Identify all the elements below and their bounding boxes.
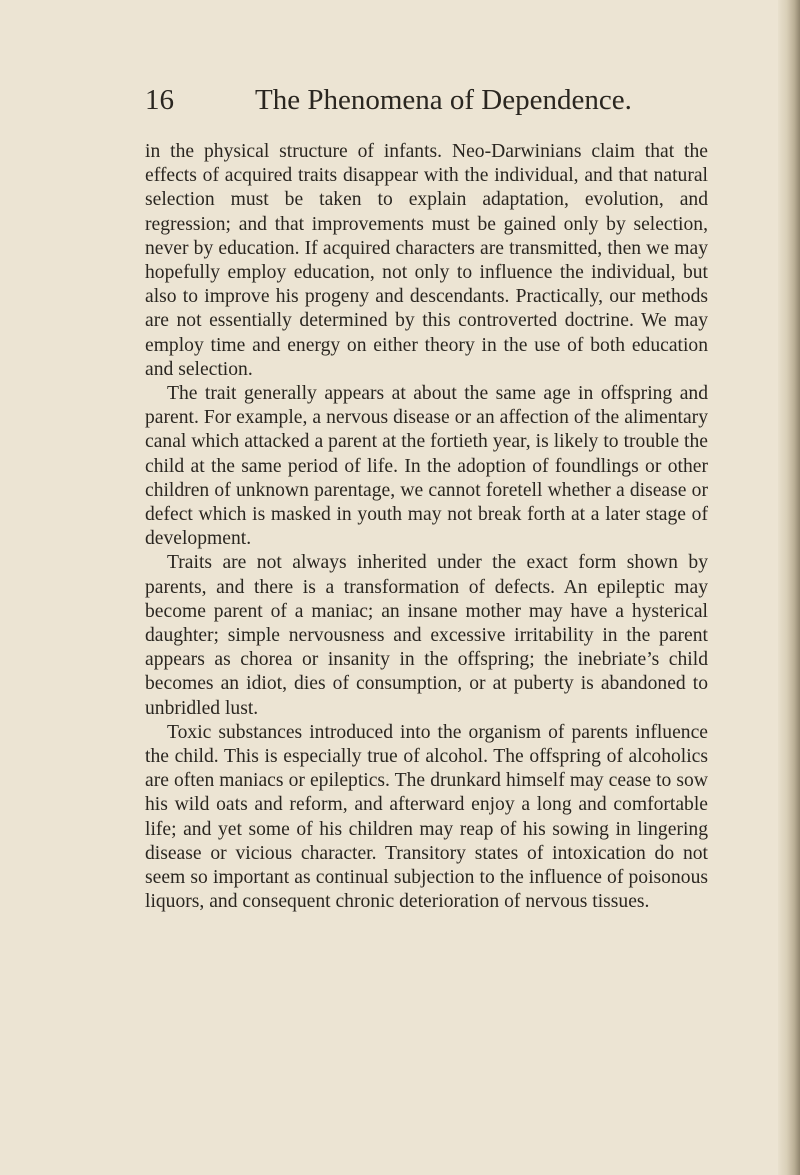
page-edge-shadow	[778, 0, 800, 1175]
running-head	[145, 84, 705, 124]
paragraph-3: Traits are not always inherited under the exact form shown by parents, and there is a transformation of defects. An epileptic may become parent of a maniac; an insane mother may have a hysterical daughter; simple nervousness and excessive irritability in the parent appears as chorea or insanity in the offspring; the inebriate’s child becomes an idiot, dies of consumption, or at puberty is abandoned to unbridled lust.	[145, 552, 708, 719]
page-number: 16	[145, 84, 174, 116]
paragraph-1: in the physical structure of infants. Neo-Darwinians claim that the effects of acquired traits disappear with the individual, and that natural selection must be taken to explain adaptation, evolution, and regression; and that improvements must be gained only by selection, never by education. If acquired characters are transmitted, then we may hopefully employ education, not only to influence the individual, but also to improve his progeny and descendants. Practically, our methods are not essentially determined by this controverted doctrine. We may employ time and energy on either theory in the use of both education and selection.	[145, 141, 708, 380]
body-text	[145, 140, 708, 915]
paragraph-2: The trait generally appears at about the same age in offspring and parent. For example, a nervous disease or an affection of the alimentary canal which attacked a parent at the fortieth year, is likely to trouble the child at the same period of life. In the adoption of foundlings or other children of unknown parentage, we cannot foretell whether a disease or defect which is masked in youth may not break forth at a later stage of development.	[145, 383, 708, 550]
paragraph-4: Toxic substances introduced into the organism of parents influence the child. This is especially true of alcohol. The offspring of alcoholics are often maniacs or epileptics. The drunkard himself may cease to sow his wild oats and reform, and afterward enjoy a long and comfortable life; and yet some of his children may reap of his sowing in lingering disease or vicious character. Transitory states of intoxication do not seem so important as continual subjection to the influence of poisonous liquors, and consequent chronic deterioration of nervous tissues.	[145, 721, 708, 913]
running-title: The Phenomena of Dependence.	[255, 84, 632, 116]
